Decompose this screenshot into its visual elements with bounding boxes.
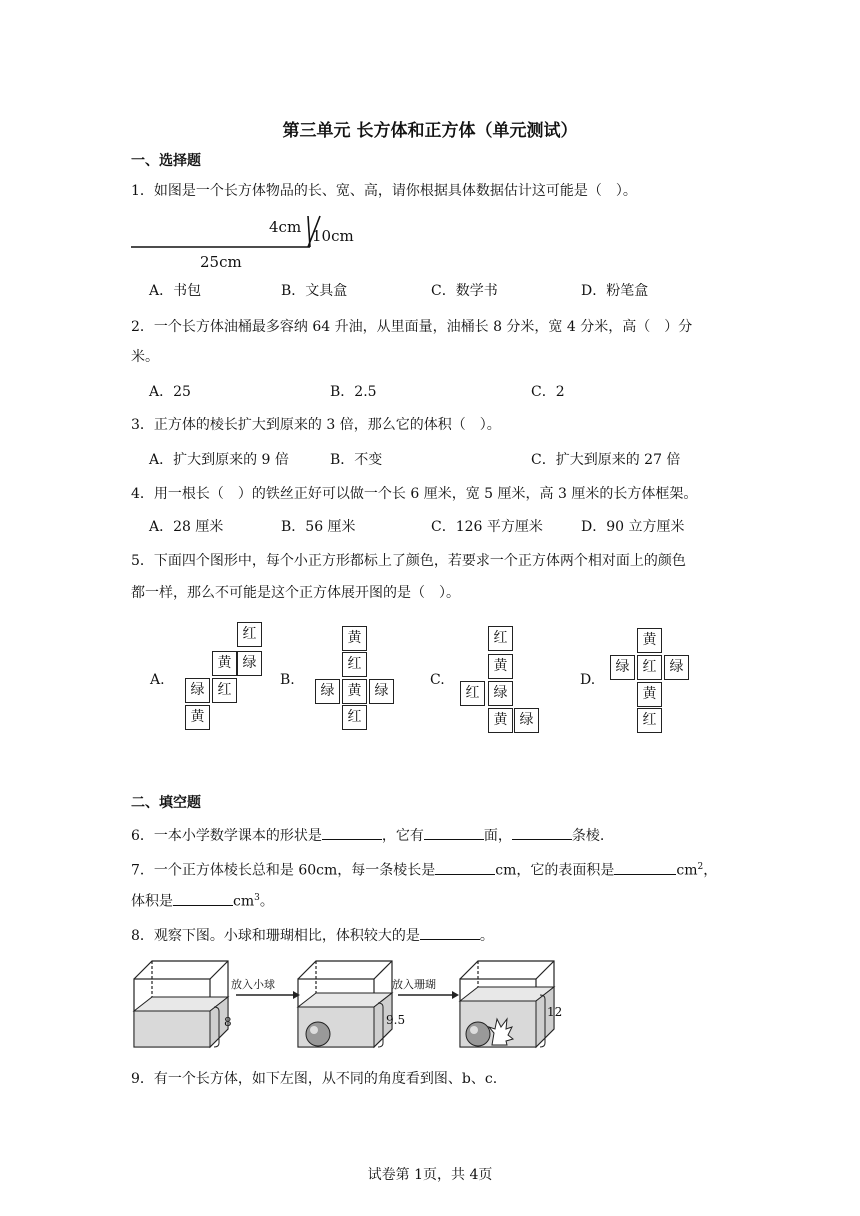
q2-option-a: A．25	[149, 384, 191, 400]
net-a-square: 黄	[212, 651, 237, 676]
net-b-square: 黄	[342, 626, 367, 651]
q4-option-b: B．56 厘米	[281, 519, 356, 535]
question-2-text: 2．一个长方体油桶最多容纳 64 升油，从里面量，油桶长 8 分米，宽 4 分米，高（ ）分	[131, 319, 693, 335]
net-c-square: 黄	[488, 654, 513, 679]
q2-option-c: C．2	[531, 384, 565, 400]
q3-option-b: B．不变	[330, 452, 383, 468]
question-8-text: 8．观察下图。小球和珊瑚相比，体积较大的是 。	[131, 925, 494, 945]
dimension-length-label: 25cm	[200, 253, 242, 271]
water-height-2: 9.5	[386, 1013, 406, 1027]
net-d-square: 红	[637, 655, 662, 680]
net-a-square: 绿	[237, 651, 262, 676]
answer-blank[interactable]	[424, 825, 484, 840]
answer-blank[interactable]	[173, 891, 233, 906]
net-c-square: 绿	[488, 681, 513, 706]
q1-option-a: A．书包	[149, 283, 202, 299]
net-d-label: D.	[580, 672, 596, 688]
net-d-square: 绿	[664, 655, 689, 680]
q1-option-d: D．粉笔盒	[581, 283, 649, 299]
question-5-text-cont: 都一样，那么不可能是这个正方体展开图的是（ ）。	[131, 585, 460, 601]
net-b-square: 红	[342, 705, 367, 730]
section-fill-heading: 二、填空题	[131, 795, 201, 811]
water-height-3: 12	[547, 1005, 563, 1019]
arrow-label-coral: 放入珊瑚	[392, 978, 436, 991]
arrow-label-ball: 放入小球	[231, 978, 275, 991]
answer-blank[interactable]	[322, 825, 382, 840]
net-c-square: 黄	[488, 708, 513, 733]
question-7-text: 7．一个正方体棱长总和是 60cm，每一条棱长是 cm，它的表面积是 $cm^2$，	[131, 858, 717, 880]
net-c-square: 红	[460, 681, 485, 706]
q3-option-c: C．扩大到原来的 27 倍	[531, 452, 681, 468]
net-c-square: 红	[488, 626, 513, 651]
net-c-square: 绿	[514, 708, 539, 733]
net-b-square: 绿	[315, 679, 340, 704]
net-c-label: C.	[430, 672, 445, 688]
water-height-1: 8	[224, 1015, 232, 1029]
section-choice-heading: 一、选择题	[131, 153, 201, 169]
dimension-height-label: 10cm	[312, 227, 354, 245]
answer-blank[interactable]	[435, 860, 495, 875]
net-d-square: 黄	[637, 682, 662, 707]
question-7-text-cont: 体积是 $cm^3$。	[131, 889, 274, 911]
question-6-text: 6．一本小学数学课本的形状是 ，它有 面， 条棱.	[131, 825, 604, 845]
net-b-square: 绿	[369, 679, 394, 704]
question-3-text: 3．正方体的棱长扩大到原来的 3 倍，那么它的体积（ ）。	[131, 417, 501, 433]
question-2-text-cont: 米。	[131, 349, 159, 365]
net-b-square: 黄	[342, 679, 367, 704]
question-4-text: 4．用一根长（ ）的铁丝正好可以做一个长 6 厘米，宽 5 厘米，高 3 厘米的长方体框架。	[131, 486, 698, 502]
net-d-square: 绿	[610, 655, 635, 680]
net-a-label: A.	[150, 672, 165, 688]
q4-option-d: D．90 立方厘米	[581, 519, 685, 535]
net-a-square: 绿	[185, 678, 210, 703]
question-1-text: 1．如图是一个长方体物品的长、宽、高，请你根据具体数据估计这可能是（ ）。	[131, 183, 637, 199]
page-title: 第三单元 长方体和正方体（单元测试）	[282, 121, 578, 141]
net-b-label: B.	[280, 672, 295, 688]
answer-blank[interactable]	[420, 925, 480, 940]
question-9-text: 9．有一个长方体，如下左图，从不同的角度看到图、b、c.	[131, 1071, 498, 1087]
net-a-square: 红	[212, 678, 237, 703]
q1-option-c: C．数学书	[431, 283, 498, 299]
answer-blank[interactable]	[614, 860, 676, 875]
net-a-square: 黄	[185, 705, 210, 730]
net-b-square: 红	[342, 652, 367, 677]
net-d-square: 黄	[637, 628, 662, 653]
answer-blank[interactable]	[512, 825, 572, 840]
q2-option-b: B．2.5	[330, 384, 377, 400]
net-a-square: 红	[237, 622, 262, 647]
net-d-square: 红	[637, 708, 662, 733]
q4-option-c: C．126 平方厘米	[431, 519, 543, 535]
water-tank-diagram	[128, 955, 578, 1055]
q4-option-a: A．28 厘米	[149, 519, 224, 535]
q1-option-b: B．文具盒	[281, 283, 348, 299]
question-5-text: 5．下面四个图形中，每个小正方形都标上了颜色，若要求一个正方体两个相对面上的颜色	[131, 553, 686, 569]
q3-option-a: A．扩大到原来的 9 倍	[149, 452, 289, 468]
dimension-width-label: 4cm	[269, 218, 302, 236]
page-footer: 试卷第 1页，共 4页	[367, 1167, 493, 1183]
